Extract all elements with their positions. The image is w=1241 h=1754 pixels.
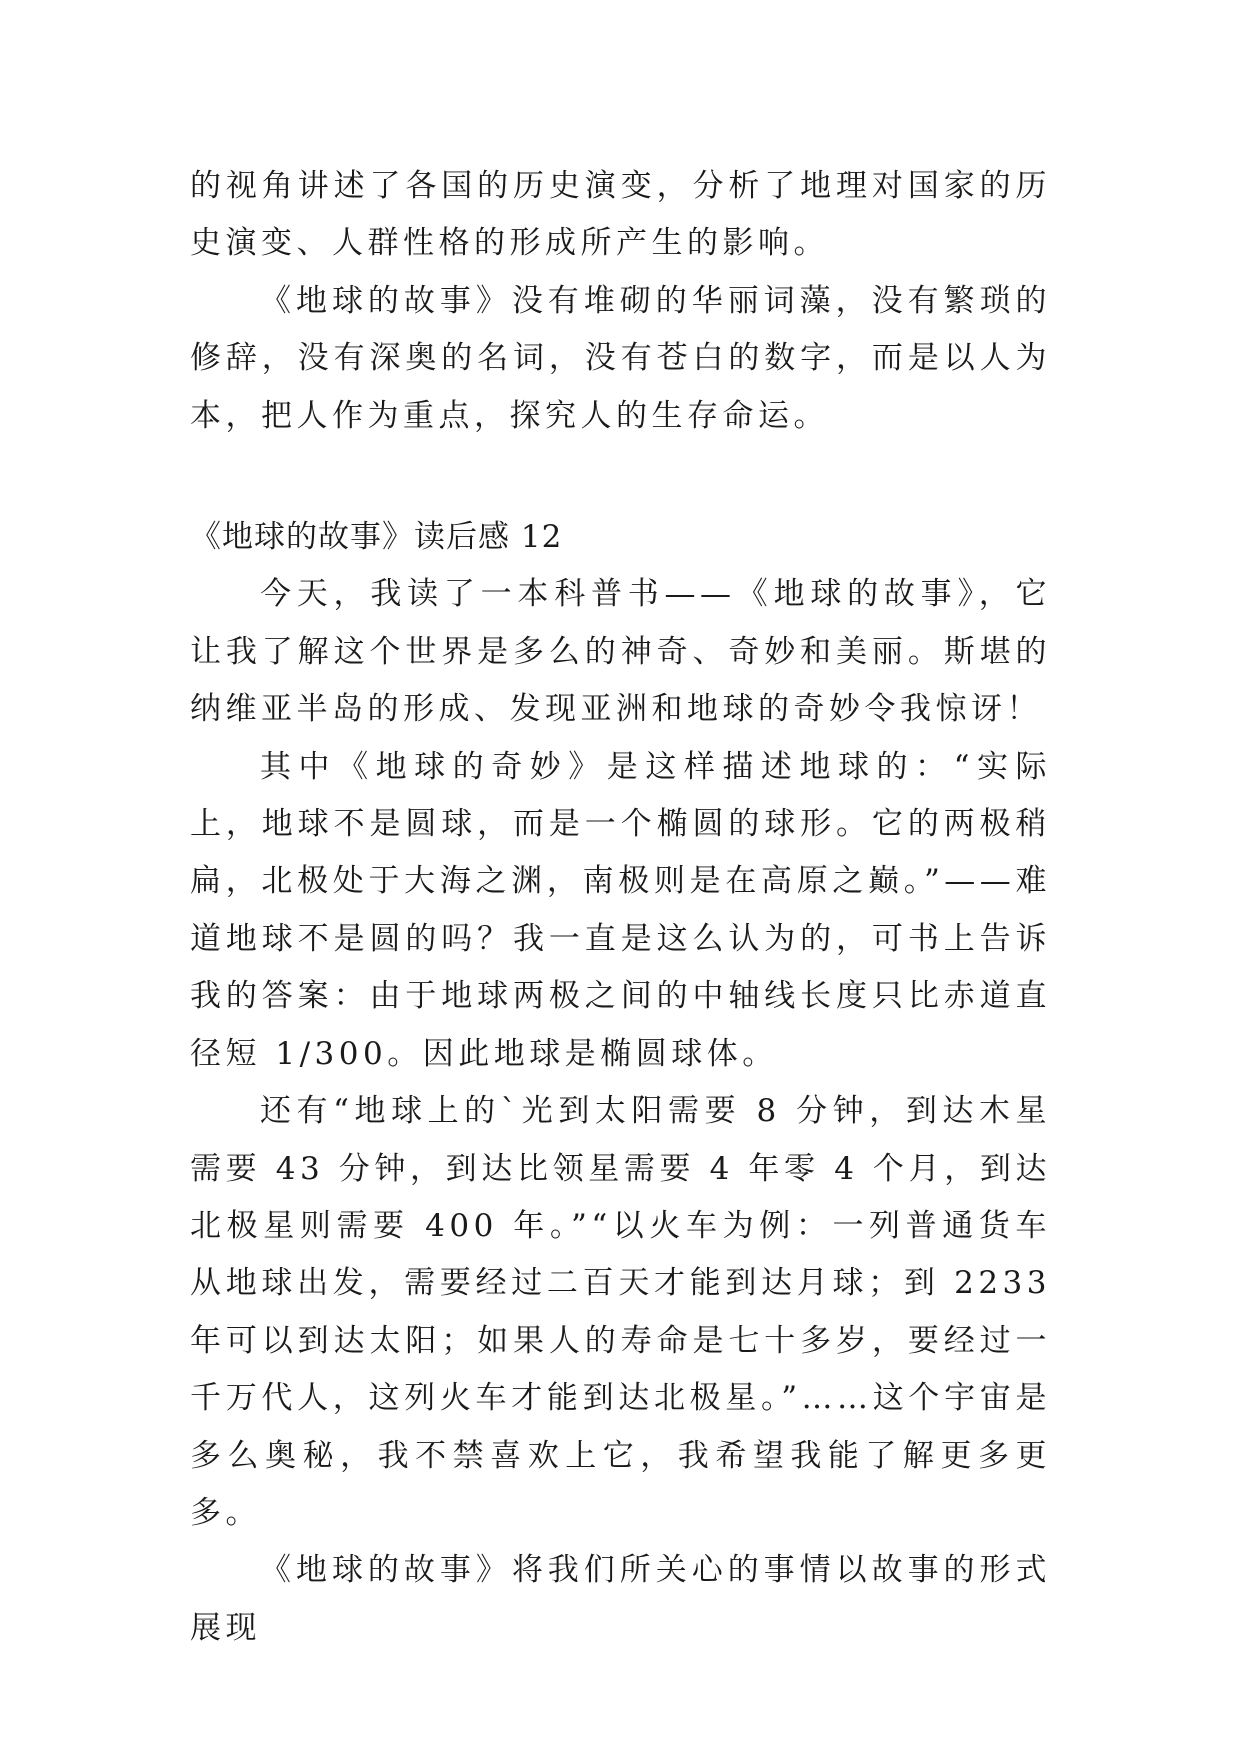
body-paragraph-1: 的视角讲述了各国的历史演变，分析了地理对国家的历史演变、人群性格的形成所产生的影响。	[190, 168, 1051, 262]
document-body	[190, 158, 1051, 1657]
body-paragraph-2: 《地球的故事》没有堆砌的华丽词藻，没有繁琐的修辞，没有深奥的名词，没有苍白的数字，而是以人为本，把人作为重点，探究人的生存命运。	[190, 282, 1051, 434]
body-paragraph-4: 其中《地球的奇妙》是这样描述地球的：“实际上，地球不是圆球，而是一个椭圆的球形。它的两极稍扁，北极处于大海之渊，南极则是在高原之巅。”——难道地球不是圆的吗？我一直是这么认为的，可书上告诉我的答案：由于地球两极之间的中轴线长度只比赤道直径短 1/300。因此地球是椭圆球体。	[190, 748, 1051, 1072]
section-title: 《地球的故事》读后感 12	[190, 519, 563, 556]
body-paragraph-3: 今天，我读了一本科普书——《地球的故事》，它让我了解这个世界是多么的神奇、奇妙和美丽。斯堪的纳维亚半岛的形成、发现亚洲和地球的奇妙令我惊讶！	[190, 576, 1051, 728]
body-paragraph-5: 还有“地球上的`光到太阳需要 8 分钟，到达木星需要 43 分钟，到达比领星需要 4 年零 4 个月，到达北极星则需要 400 年。”“以火车为例：一列普通货车从地球出发，需要经过二百天才能到达月球；到 2233 年可以到达太阳；如果人的寿命是七十多岁，要经过一千万代人，这列火车才能到达北极星。”……这个宇宙是多么奥秘，我不禁喜欢上它，我希望我能了解更多更多。	[190, 1093, 1051, 1531]
body-paragraph-6: 《地球的故事》将我们所关心的事情以故事的形式展现	[190, 1552, 1051, 1646]
section-gap	[190, 445, 1051, 509]
